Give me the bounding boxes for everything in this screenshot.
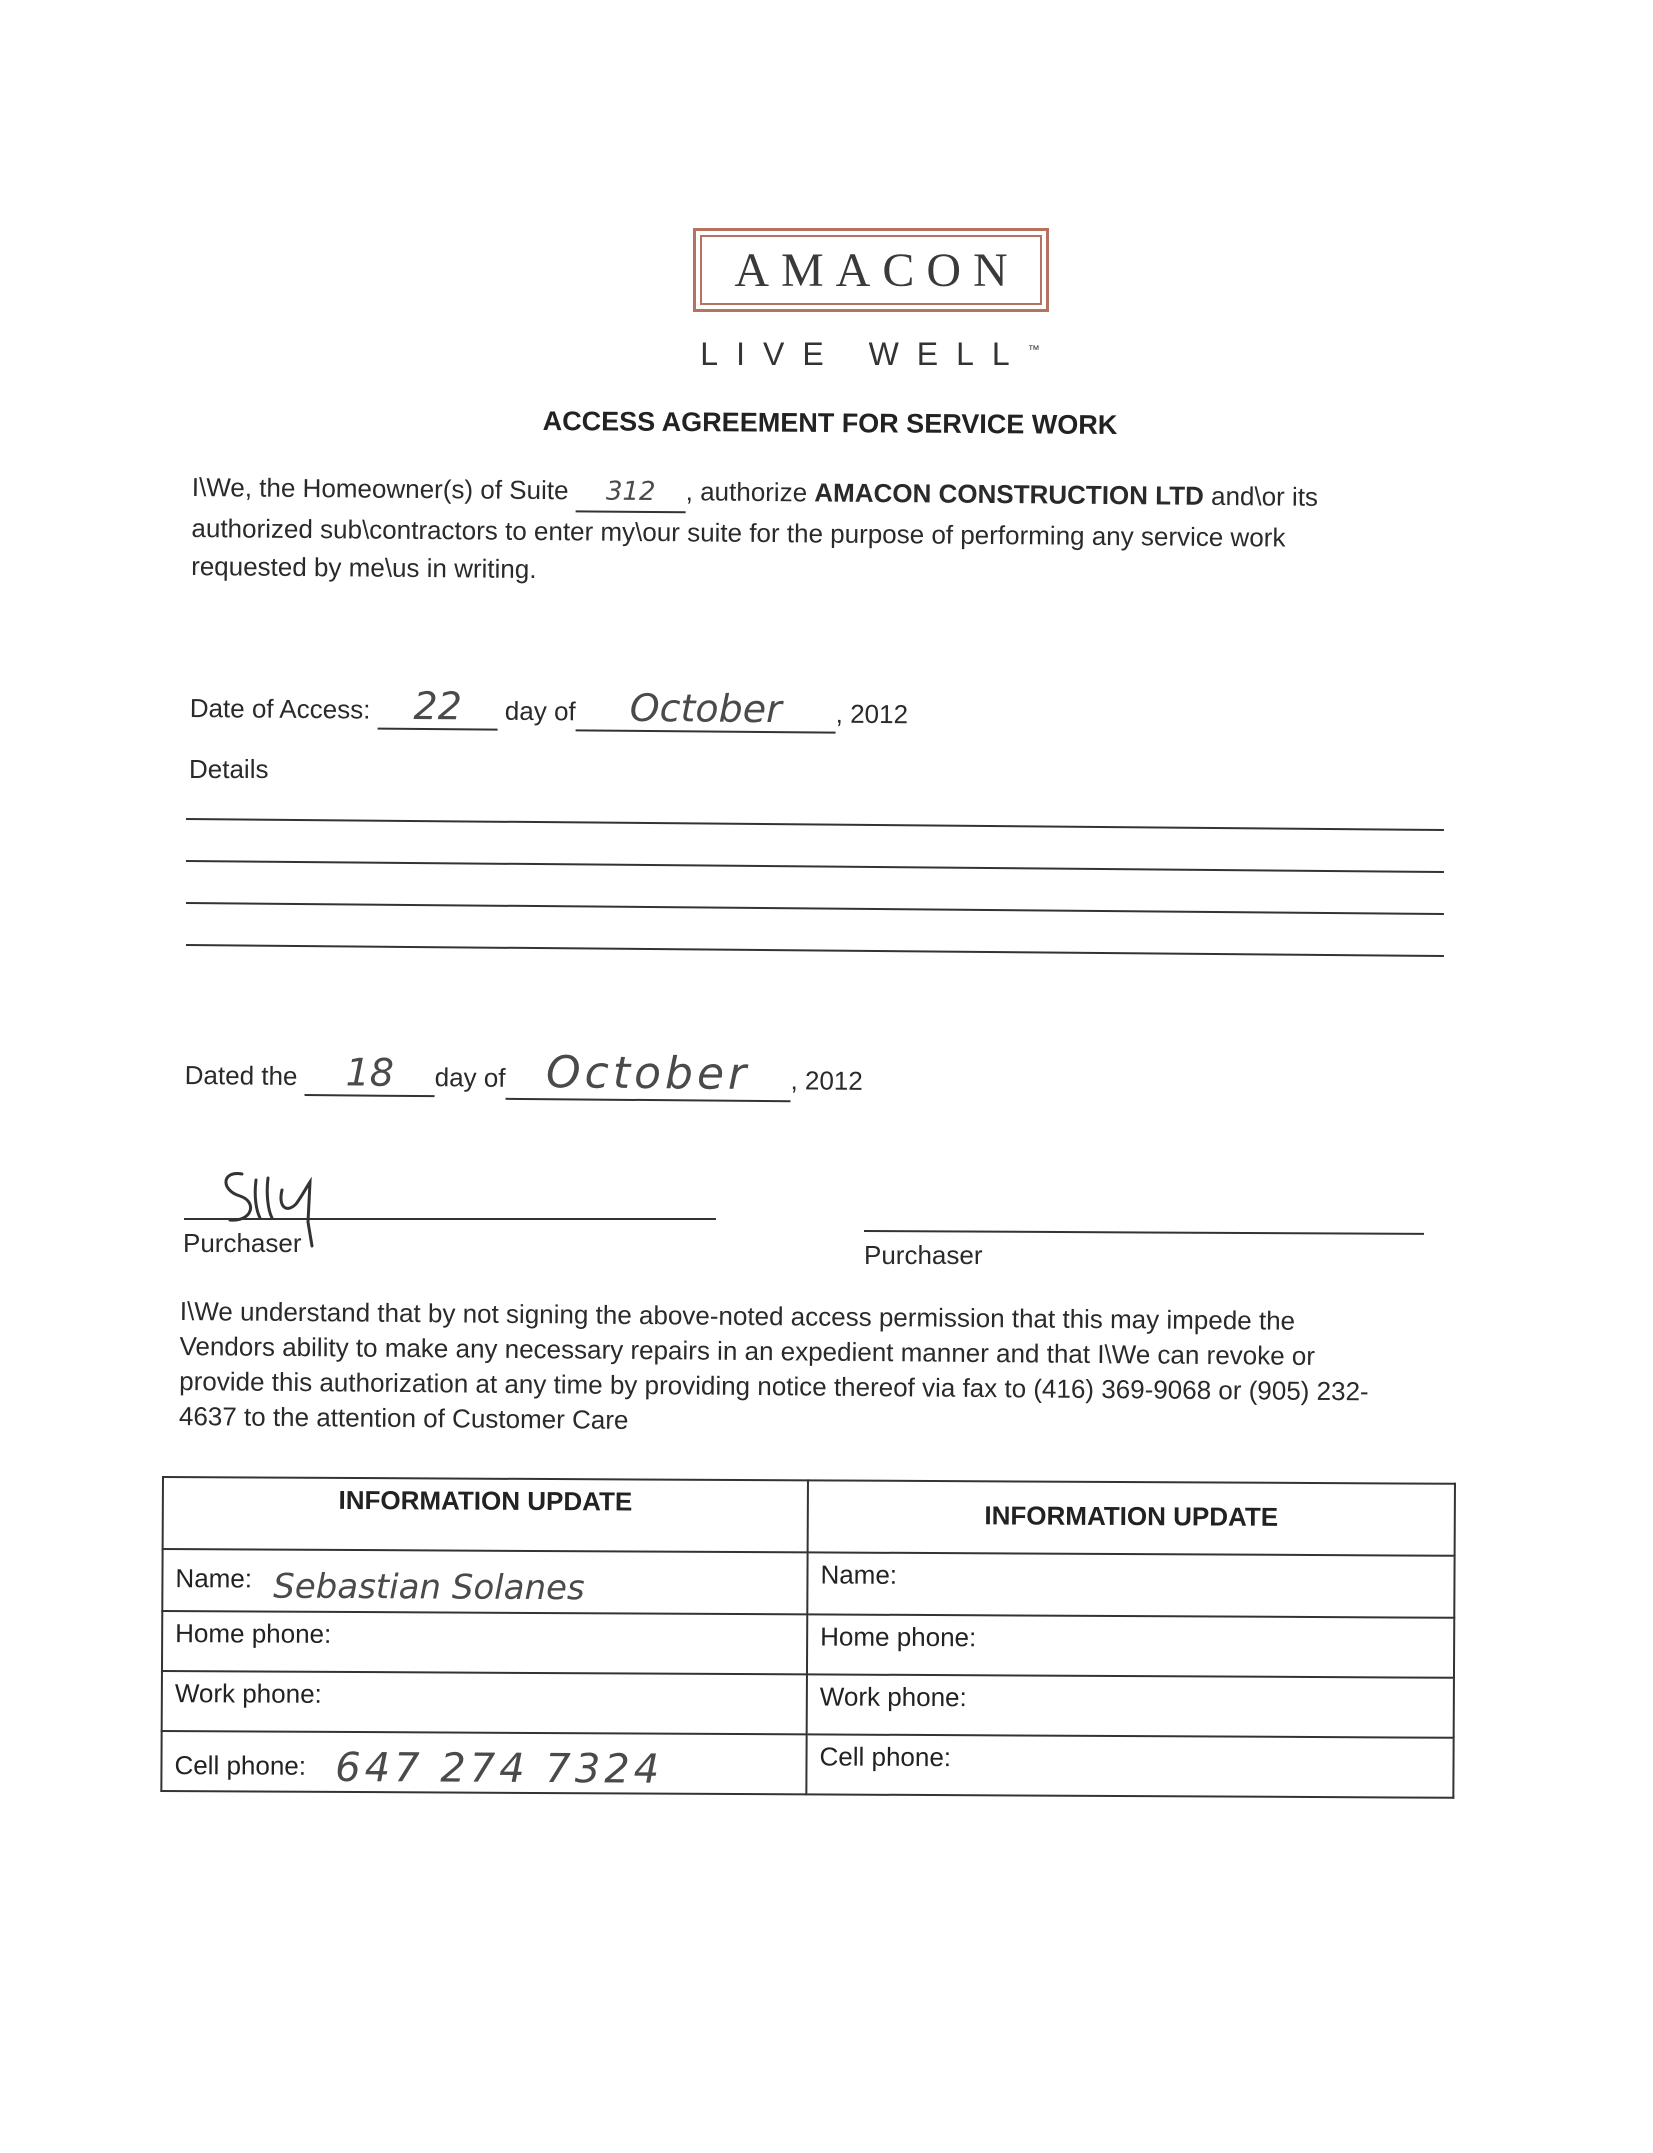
trademark-mark: ™ (1027, 342, 1040, 357)
intro-line-3: requested by me\us in writing. (191, 550, 537, 585)
left-cell-phone-label: Cell phone: (174, 1750, 307, 1781)
purchaser-1-label: Purchaser (183, 1228, 302, 1258)
dated-day-of-label: day of (434, 1062, 506, 1093)
purchaser-2-label: Purchaser (864, 1240, 983, 1270)
intro-text-1: I\We, the Homeowner(s) of Suite (191, 471, 569, 506)
left-cell-phone-cell[interactable] (161, 1731, 806, 1794)
table-header-row (163, 1477, 1455, 1556)
left-name-cell[interactable] (162, 1549, 807, 1614)
details-line-3[interactable] (186, 902, 1444, 915)
amacon-logo (693, 228, 1049, 312)
left-work-phone-cell[interactable] (162, 1671, 807, 1734)
access-day-of-label: day of (504, 695, 576, 727)
left-name-label: Name: (175, 1563, 253, 1594)
dated-year: , 2012 (790, 1065, 863, 1096)
company-name: AMACON CONSTRUCTION LTD (814, 477, 1204, 511)
left-cell-phone-value: 647 274 7324 (335, 1744, 664, 1793)
dated-row (185, 1044, 1285, 1107)
access-day-field[interactable]: 22 (377, 684, 497, 731)
notice-line-2: Vendors ability to make any necessary repairs in an expedient manner and that I\We can revoke or (179, 1330, 1316, 1371)
intro-line-2: authorized sub\contractors to enter my\our suite for the purpose of performing any service work (191, 512, 1286, 553)
dated-month-field[interactable]: October (505, 1047, 790, 1102)
suite-number-field[interactable]: 312 (576, 472, 686, 513)
details-line-2[interactable] (186, 860, 1444, 873)
right-table-header: INFORMATION UPDATE (808, 1480, 1455, 1555)
intro-text-3: and\or its (1210, 480, 1319, 512)
left-name-value: Sebastian Solanes (273, 1566, 585, 1609)
notice-line-1: I\We understand that by not signing the above-noted access permission that this may impede the (179, 1295, 1296, 1336)
right-name-label: Name: (820, 1559, 898, 1590)
information-update-table (160, 1476, 1456, 1799)
purchaser-1-signature-line[interactable] (184, 1218, 716, 1220)
table-row-cell (161, 1731, 1453, 1798)
dated-label: Dated the (184, 1059, 298, 1091)
document-title: ACCESS AGREEMENT FOR SERVICE WORK (542, 405, 1118, 441)
access-year: , 2012 (835, 698, 909, 730)
details-label: Details (189, 754, 269, 784)
left-table-header: INFORMATION UPDATE (163, 1477, 808, 1552)
details-line-4[interactable] (186, 944, 1444, 957)
logo-text: AMACON (700, 235, 1042, 305)
tagline-text: LIVE WELL (700, 336, 1028, 372)
right-cell-phone-cell[interactable] (806, 1734, 1453, 1797)
tagline (640, 336, 1100, 373)
right-cell-phone-label: Cell phone: (819, 1741, 952, 1773)
left-home-phone-cell[interactable] (162, 1611, 807, 1674)
intro-paragraph (191, 468, 1492, 596)
right-home-phone-cell[interactable] (807, 1614, 1454, 1677)
right-name-cell[interactable] (807, 1552, 1454, 1617)
table-row-work (162, 1671, 1454, 1738)
dated-day-field[interactable]: 18 (305, 1050, 435, 1097)
notice-line-4: 4637 to the attention of Customer Care (178, 1400, 629, 1435)
left-work-phone-label: Work phone: (174, 1678, 322, 1709)
details-line-1[interactable] (186, 818, 1444, 831)
access-date-label: Date of Access: (189, 692, 371, 725)
access-month-field[interactable]: October (576, 685, 836, 733)
purchaser-2-signature-line[interactable] (864, 1230, 1424, 1235)
table-row-name (162, 1549, 1454, 1618)
right-work-phone-label: Work phone: (819, 1681, 967, 1713)
right-work-phone-cell[interactable] (807, 1674, 1454, 1737)
notice-line-3: provide this authorization at any time by providing notice thereof via fax to (416) 369-9068 or (905) 232- (179, 1365, 1369, 1407)
table-row-home (162, 1611, 1454, 1678)
access-date-row (190, 682, 1290, 738)
right-home-phone-label: Home phone: (820, 1621, 977, 1653)
intro-text-2: , authorize (685, 476, 808, 508)
notice-paragraph (179, 1294, 1480, 1445)
left-home-phone-label: Home phone: (175, 1618, 332, 1649)
